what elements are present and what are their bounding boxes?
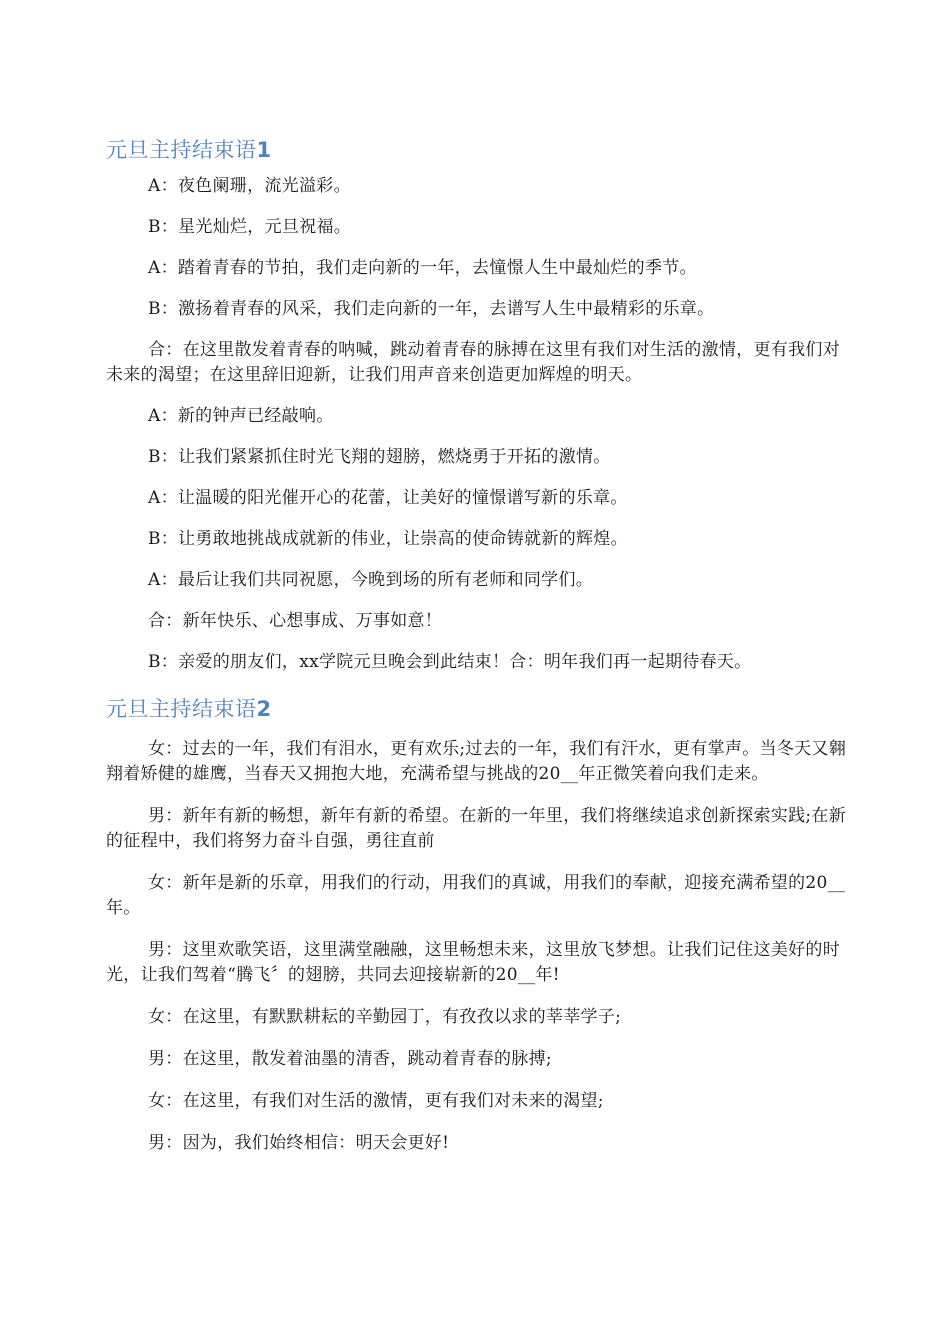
paragraph: 女：过去的一年，我们有泪水，更有欢乐;过去的一年，我们有汗水，更有掌声。当冬天又翱翔着矫健的雄鹰，当春天又拥抱大地，充满希望与挑战的20__年正微笑着向我们走来。: [106, 739, 847, 784]
paragraph: 合：在这里散发着青春的呐喊，跳动着青春的脉搏在这里有我们对生活的激情，更有我们对未来的渴望；在这里辞旧迎新，让我们用声音来创造更加辉煌的明天。: [106, 340, 840, 385]
paragraph: A：踏着青春的节拍，我们走向新的一年，去憧憬人生中最灿烂的季节。: [148, 258, 697, 278]
paragraph: 女：在这里，有我们对生活的激情，更有我们对未来的渴望;: [148, 1091, 604, 1111]
paragraph: A：让温暖的阳光催开心的花蕾，让美好的憧憬谱写新的乐章。: [148, 488, 628, 508]
paragraph: 男：新年有新的畅想，新年有新的希望。在新的一年里，我们将继续追求创新探索实践;在新的征程中，我们将努力奋斗自强，勇往直前: [106, 806, 847, 851]
paragraph: A：最后让我们共同祝愿，今晚到场的所有老师和同学们。: [148, 570, 594, 590]
section-1-heading-number: 1: [256, 138, 272, 162]
section-1-heading: [106, 132, 850, 168]
paragraph: B：星光灿烂，元旦祝福。: [148, 217, 352, 237]
paragraph: 男：因为，我们始终相信：明天会更好!: [148, 1133, 450, 1153]
section-2: [106, 691, 850, 1156]
paragraph: B：激扬着青春的风采，我们走向新的一年，去谱写人生中最精彩的乐章。: [148, 299, 715, 319]
paragraph: 男：这里欢歌笑语，这里满堂融融，这里畅想未来，这里放飞梦想。让我们记住这美好的时光，让我们驾着“腾飞〞的翅膀，共同去迎接崭新的20__年!: [106, 940, 840, 985]
paragraph: B：让我们紧紧抓住时光飞翔的翅膀，燃烧勇于开拓的激情。: [148, 447, 611, 467]
section-2-heading-text: 元旦主持结束语: [106, 697, 257, 721]
section-1-heading-text: 元旦主持结束语: [106, 138, 257, 162]
section-1: [106, 132, 850, 675]
paragraph: B：亲爱的朋友们，xx学院元旦晚会到此结束！合：明年我们再一起期待春天。: [148, 652, 752, 672]
paragraph: A：新的钟声已经敲响。: [148, 406, 334, 426]
section-2-heading-number: 2: [256, 697, 272, 721]
paragraph: 女：新年是新的乐章，用我们的行动，用我们的真诚，用我们的奉献，迎接充满希望的20__年。: [106, 873, 846, 918]
paragraph: 男：在这里，散发着油墨的清香，跳动着青春的脉搏;: [148, 1049, 552, 1069]
document-body: [106, 132, 850, 1173]
paragraph: 女：在这里，有默默耕耘的辛勤园丁，有孜孜以求的莘莘学子;: [148, 1007, 622, 1027]
paragraph: 合：新年快乐、心想事成、万事如意！: [148, 611, 443, 631]
paragraph: A：夜色阑珊，流光溢彩。: [148, 176, 351, 196]
section-2-heading: [106, 691, 850, 727]
paragraph: B：让勇敢地挑战成就新的伟业，让崇高的使命铸就新的辉煌。: [148, 529, 628, 549]
